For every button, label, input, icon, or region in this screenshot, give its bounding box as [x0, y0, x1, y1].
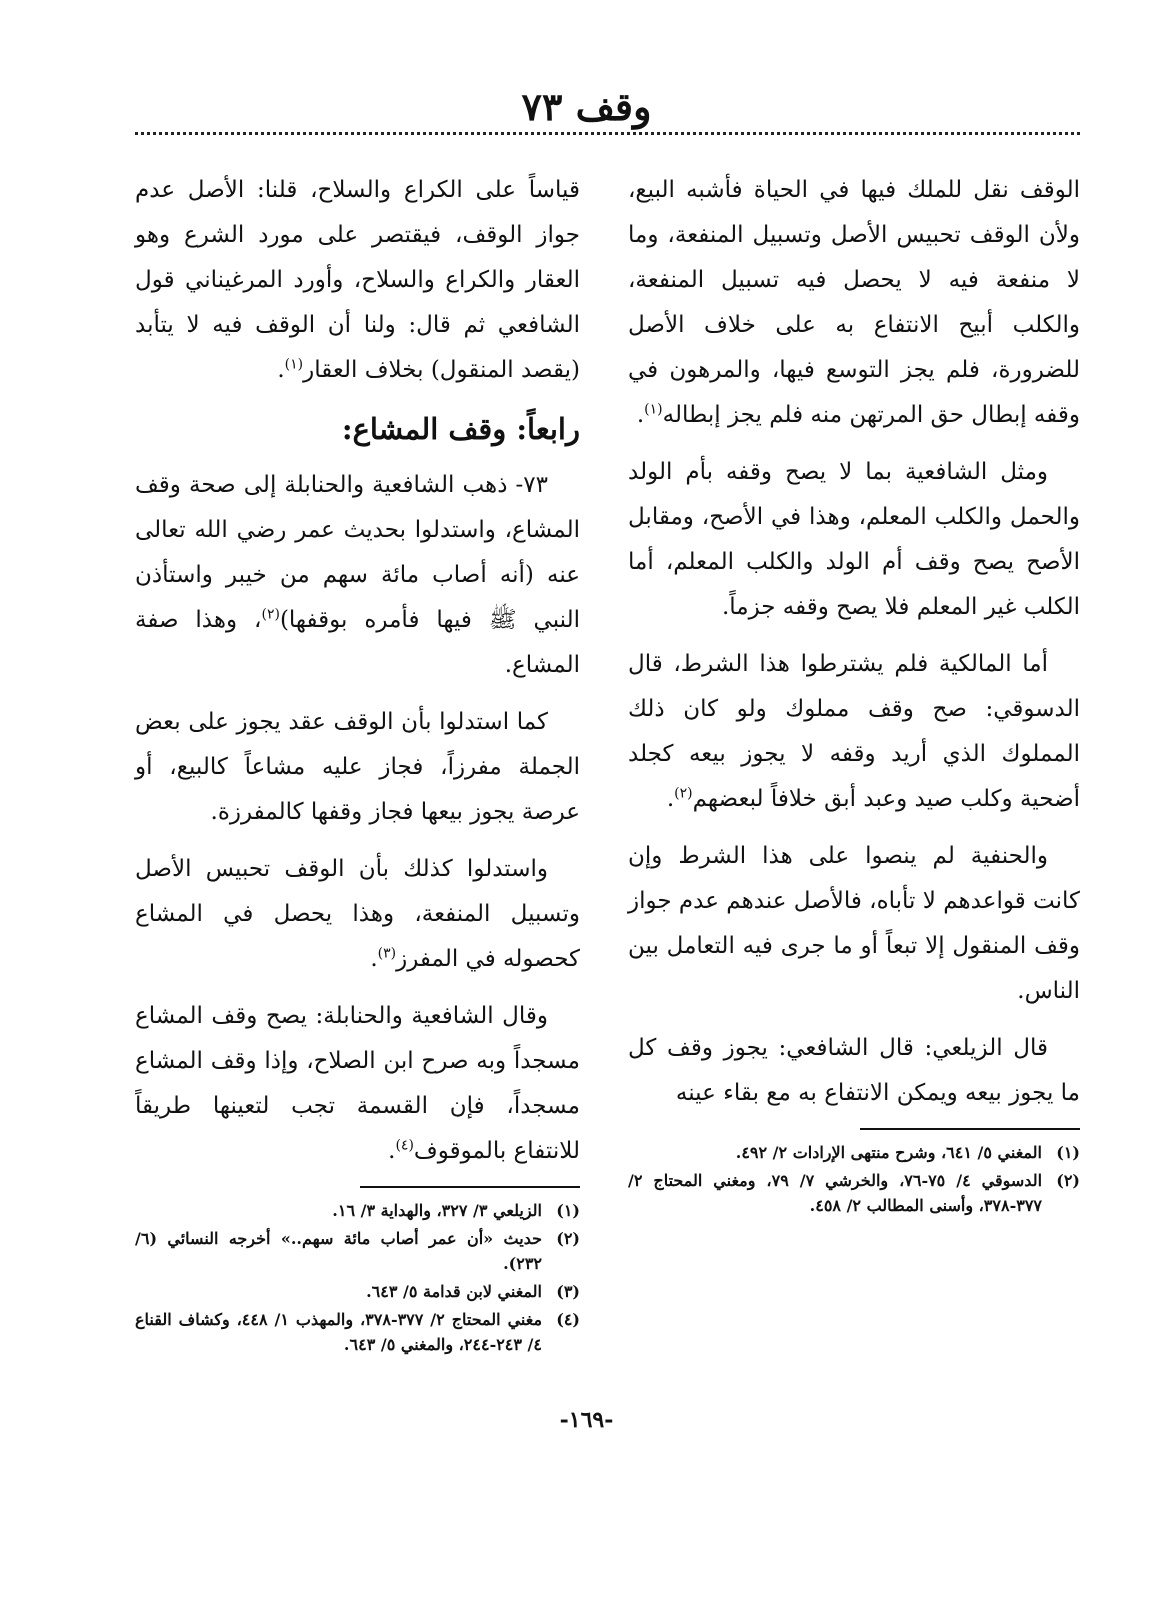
footnote-item	[135, 1279, 580, 1304]
header-dotted-rule	[135, 132, 1080, 135]
footnote-text: حديث «أن عمر أصاب مائة سهم..» أخرجه النسائي (٦/ ٢٣٢).	[135, 1229, 542, 1273]
footnote-ref: (٣)	[377, 945, 397, 962]
left-paragraph-5-text: وقال الشافعية والحنابلة: يصح وقف المشاع مسجداً وبه صرح ابن الصلاح، وإذا وقف المشاع مسجداً، فإن القسمة تجب لتعينها طريقاً للانتفاع بالموقوف	[135, 1003, 580, 1164]
footnote-ref: (٢)	[674, 785, 693, 802]
right-paragraph-5: قال الزيلعي: قال الشافعي: يجوز وقف كل ما يجوز بيعه ويمكن الانتفاع به مع بقاء عينه	[628, 1035, 1080, 1106]
right-paragraph-4: والحنفية لم ينصوا على هذا الشرط وإن كانت قواعدهم لا تأباه، فالأصل عندهم عدم جواز وقف المنقول إلا تبعاً أو ما جرى فيه التعامل بين الناس.	[628, 843, 1080, 1004]
footnote-number: (١)	[556, 1201, 580, 1220]
footnote-text: المغني لابن قدامة ٥/ ٦٤٣.	[366, 1282, 542, 1301]
right-paragraph-3-text: أما المالكية فلم يشترطوا هذا الشرط، قال الدسوقي: صح وقف مملوك ولو كان ذلك المملوك الذي أريد وقفه لا يجوز بيعه كجلد أضحية وكلب صيد وعبد أبق خلافاً لبعضهم	[628, 651, 1080, 812]
left-paragraph-2-text: ٧٣- ذهب الشافعية والحنابلة إلى صحة وقف المشاع، واستدلوا بحديث عمر رضي الله تعالى عنه (أنه أصاب مائة سهم من خيبر واستأذن النبي ﷺ فيها فأمره بوقفها)	[135, 472, 580, 633]
footnote-text: مغني المحتاج ٢/ ٣٧٧-٣٧٨، والمهذب ١/ ٤٤٨، وكشاف القناع ٤/ ٢٤٣-٢٤٤، والمغني ٥/ ٦٤٣.	[135, 1310, 543, 1354]
left-paragraph-1: قياساً على الكراع والسلاح، قلنا: الأصل عدم جواز الوقف، فيقتصر على مورد الشرع وهو العقار والكراع والسلاح، وأورد المرغيناني قول الشافعي ثم قال: ولنا أن الوقف فيه لا يتأبد (يقصد المنقول) بخلاف العقار$^{(١)}$.	[135, 177, 580, 383]
footnote-item	[135, 1198, 580, 1223]
footnote-text: الزيلعي ٣/ ٣٢٧، والهداية ٣/ ١٦.	[332, 1201, 542, 1220]
footnote-item	[628, 1168, 1080, 1218]
footnote-ref: (١)	[644, 401, 663, 418]
footnote-number: (٢)	[1056, 1171, 1080, 1190]
left-paragraph-1-text: قياساً على الكراع والسلاح، قلنا: الأصل عدم جواز الوقف، فيقتصر على مورد الشرع وهو العقار والكراع والسلاح، وأورد المرغيناني قول الشافعي ثم قال: ولنا أن الوقف فيه لا يتأبد (يقصد المنقول) بخلاف العقار	[135, 177, 580, 383]
footnote-separator	[360, 1186, 580, 1188]
footnote-ref: (٢)	[261, 606, 280, 623]
footnote-ref: (٤)	[395, 1137, 414, 1154]
footnote-number: (٣)	[556, 1282, 580, 1301]
left-paragraph-3: كما استدلوا بأن الوقف عقد يجوز على بعض الجملة مفرزاً، فجاز عليه مشاعاً كالبيع، أو عرصة يجوز بيعها فجاز وقفها كالمفرزة.	[135, 709, 580, 825]
right-paragraph-2: ومثل الشافعية بما لا يصح وقفه بأم الولد والحمل والكلب المعلم، وهذا في الأصح، ومقابل الأصح يصح وقف أم الولد والكلب المعلم، أما الكلب غير المعلم فلا يصح وقفه جزماً.	[628, 459, 1080, 620]
section-heading: رابعاً: وقف المشاع:	[341, 412, 580, 446]
right-paragraph-1-text: الوقف نقل للملك فيها في الحياة فأشبه البيع، ولأن الوقف تحبيس الأصل وتسبيل المنفعة، وما لا منفعة فيه لا يحصل فيه تسبيل المنفعة، والكلب أبيح الانتفاع به على خلاف الأصل للضرورة، فلم يجز التوسع فيها، والمرهون في وقفه إبطال حق المرتهن منه فلم يجز إبطاله	[628, 177, 1080, 428]
footnote-number: (١)	[1056, 1143, 1080, 1162]
left-paragraph-2	[135, 463, 580, 688]
footnote-item	[628, 1140, 1080, 1165]
right-paragraph-3: أما المالكية فلم يشترطوا هذا الشرط، قال الدسوقي: صح وقف مملوك ولو كان ذلك المملوك الذي أريد وقفه لا يجوز بيعه كجلد أضحية وكلب صيد وعبد أبق خلافاً لبعضهم$^{(٢)}$.	[628, 651, 1080, 812]
footnote-item	[135, 1307, 580, 1357]
footnote-separator	[860, 1128, 1080, 1130]
running-head-title: وقف ٧٣	[521, 84, 652, 129]
footnote-text: المغني ٥/ ٦٤١، وشرح منتهى الإرادات ٢/ ٤٩٢.	[735, 1143, 1042, 1162]
right-footnotes	[628, 1140, 1080, 1218]
left-paragraph-4: واستدلوا كذلك بأن الوقف تحبيس الأصل وتسبيل المنفعة، وهذا يحصل في المشاع كحصوله في المفرز$^{(٣)}$.	[135, 856, 580, 972]
footnote-item	[135, 1226, 580, 1276]
footnote-number: (٢)	[556, 1229, 580, 1248]
right-column	[628, 168, 1080, 1221]
page-number: -١٦٩-	[559, 1407, 614, 1433]
left-paragraph-2-tail: ، وهذا صفة المشاع.	[135, 607, 580, 678]
left-paragraph-4-text: واستدلوا كذلك بأن الوقف تحبيس الأصل وتسبيل المنفعة، وهذا يحصل في المشاع كحصوله في المفرز	[135, 856, 580, 972]
left-column	[135, 168, 580, 1360]
right-paragraph-1: الوقف نقل للملك فيها في الحياة فأشبه البيع، ولأن الوقف تحبيس الأصل وتسبيل المنفعة، وما لا منفعة فيه لا يحصل فيه تسبيل المنفعة، والكلب أبيح الانتفاع به على خلاف الأصل للضرورة، فلم يجز التوسع فيها، والمرهون في وقفه إبطال حق المرتهن منه فلم يجز إبطاله$^{(١)}$.	[628, 177, 1080, 428]
footnote-text: الدسوقي ٤/ ٧٥-٧٦، والخرشي ٧/ ٧٩، ومغني المحتاج ٢/ ٣٧٧-٣٧٨، وأسنى المطالب ٢/ ٤٥٨.	[628, 1171, 1043, 1215]
footnote-ref: (١)	[284, 356, 304, 373]
left-paragraph-5: وقال الشافعية والحنابلة: يصح وقف المشاع مسجداً وبه صرح ابن الصلاح، وإذا وقف المشاع مسجداً، فإن القسمة تجب لتعينها طريقاً للانتفاع بالموقوف$^{(٤)}$.	[135, 1003, 580, 1164]
footnote-number: (٤)	[556, 1310, 580, 1329]
left-footnotes	[135, 1198, 580, 1357]
